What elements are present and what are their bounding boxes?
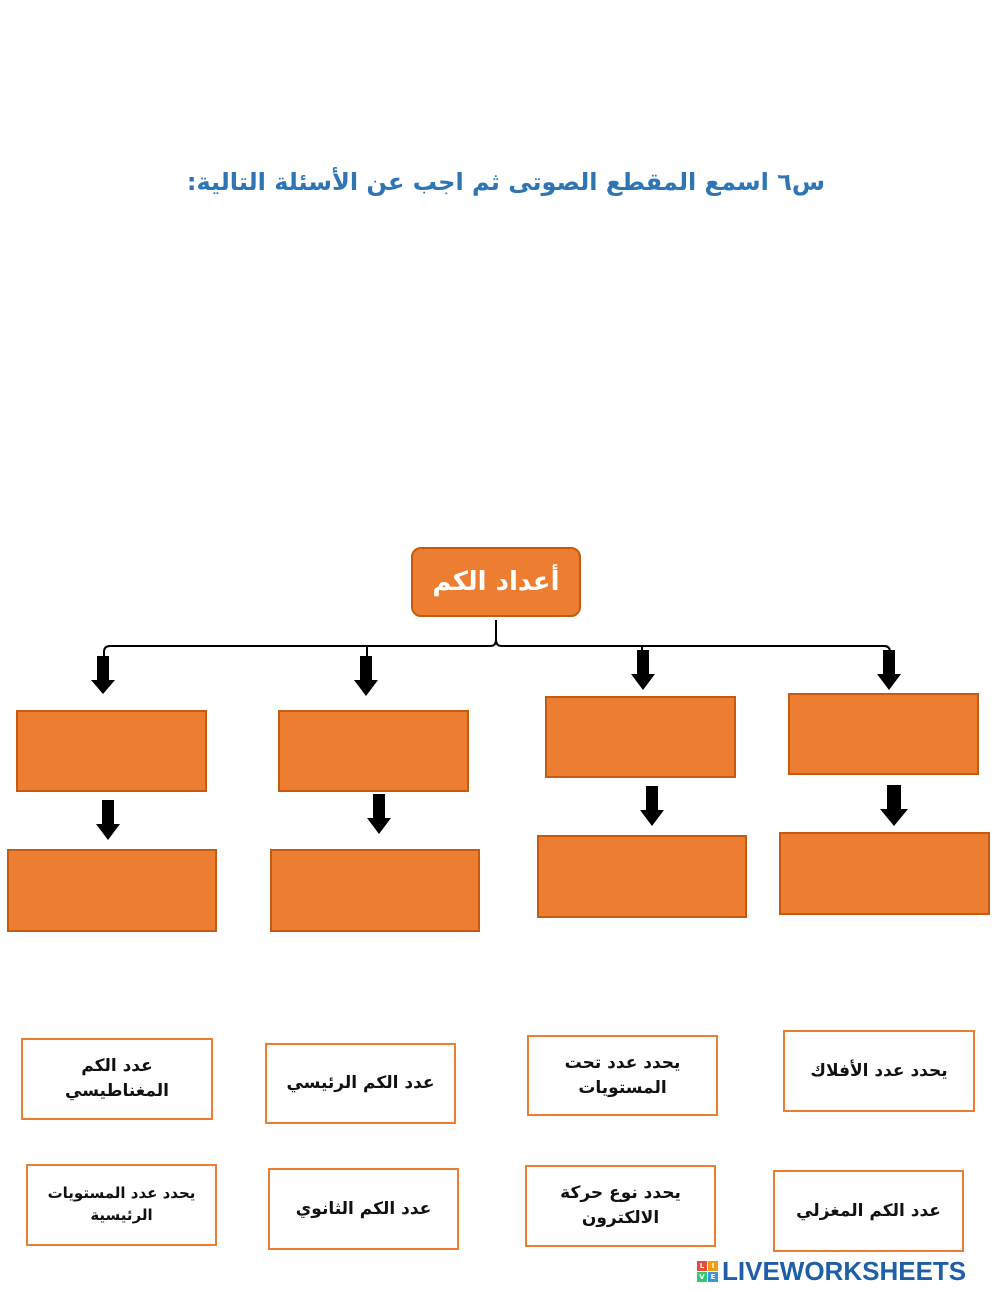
question-title: س٦ اسمع المقطع الصوتى ثم اجب عن الأسئلة التالية: [186, 168, 825, 196]
arrow-down-icon [91, 656, 115, 694]
answer-box-4a[interactable] [788, 693, 979, 775]
arrow-down-icon [96, 800, 120, 840]
answer-box-4b[interactable] [779, 832, 990, 915]
arrow-down-icon [877, 650, 901, 690]
option-card[interactable]: عدد الكم الثانوي [268, 1168, 459, 1250]
answer-box-1b[interactable] [7, 849, 217, 932]
option-card[interactable]: عدد الكم المغناطيسي [21, 1038, 213, 1120]
arrow-down-icon [640, 786, 664, 826]
answer-box-3a[interactable] [545, 696, 736, 778]
answer-box-2b[interactable] [270, 849, 480, 932]
arrow-down-icon [880, 785, 908, 826]
logo-text: LIVEWORKSHEETS [722, 1255, 967, 1286]
option-card[interactable]: عدد الكم الرئيسي [265, 1043, 456, 1124]
option-card[interactable]: يحدد عدد تحت المستويات [527, 1035, 718, 1116]
logo-mark-icon: L I V E [697, 1261, 718, 1282]
arrow-down-icon [354, 656, 378, 696]
option-card[interactable]: يحدد عدد المستويات الرئيسية [26, 1164, 217, 1246]
answer-box-3b[interactable] [537, 835, 747, 918]
root-concept-box: أعداد الكم [411, 547, 581, 617]
answer-box-1a[interactable] [16, 710, 207, 792]
option-card[interactable]: يحدد نوع حركة الالكترون [525, 1165, 716, 1247]
option-card[interactable]: عدد الكم المغزلي [773, 1170, 964, 1252]
answer-box-2a[interactable] [278, 710, 469, 792]
arrow-down-icon [367, 794, 391, 834]
option-card[interactable]: يحدد عدد الأفلاك [783, 1030, 975, 1112]
liveworksheets-logo [697, 1256, 997, 1286]
arrow-down-icon [631, 650, 655, 690]
